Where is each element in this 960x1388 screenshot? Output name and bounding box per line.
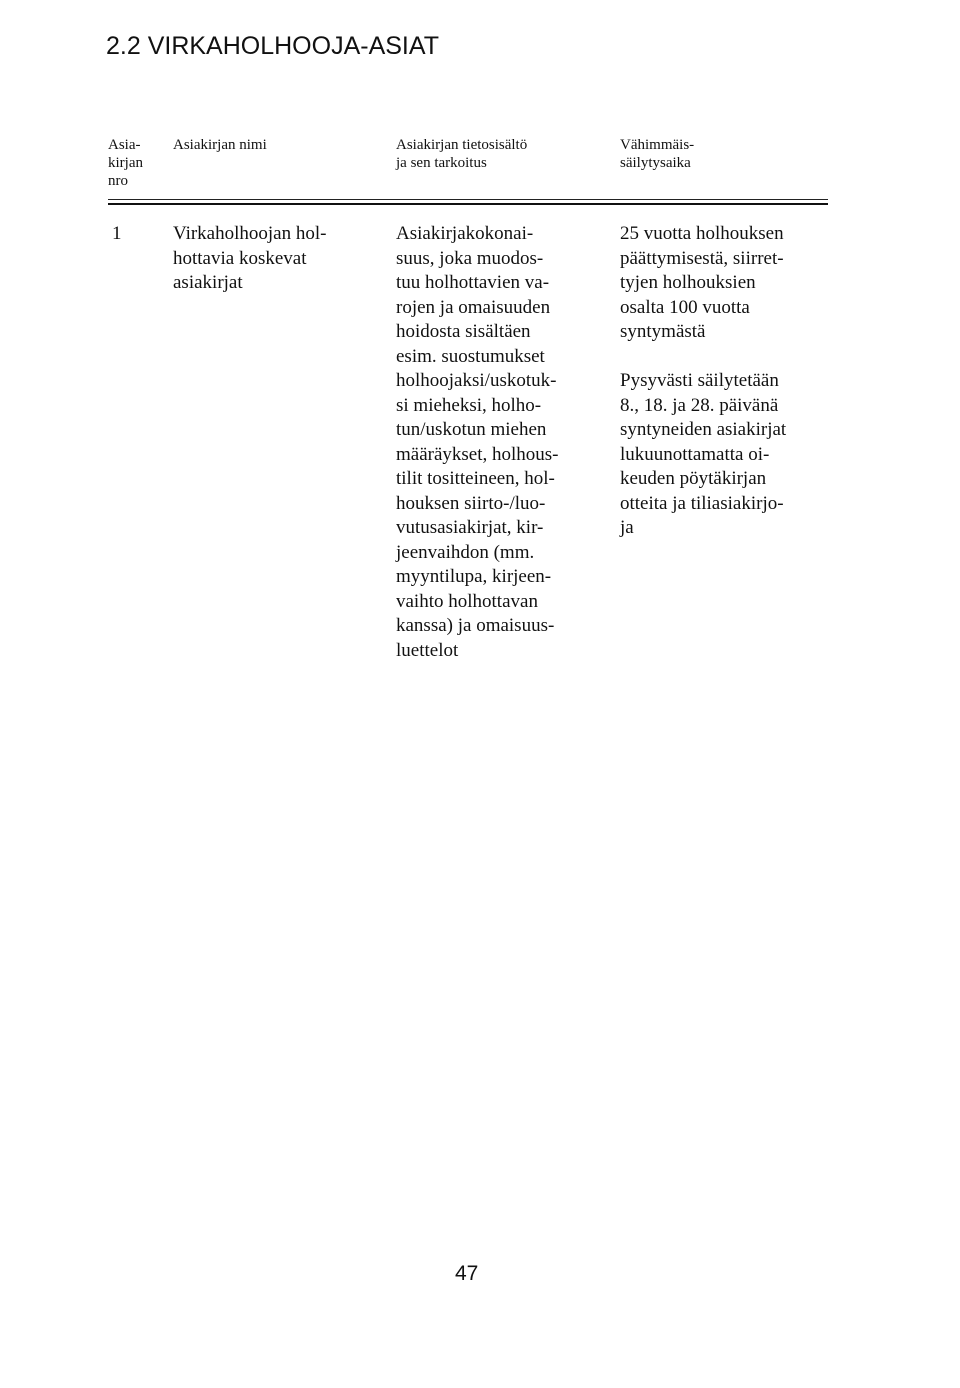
header-divider-thick — [108, 203, 828, 205]
page-number: 47 — [455, 1262, 479, 1285]
row-nro-cell: 1 — [112, 223, 122, 244]
row-name-cell: Virkaholhoojan hol- hottavia koskevat asiakirjat — [173, 223, 327, 293]
row-content-cell: Asiakirjakokonai- suus, joka muodos- tuu holhottavien va- rojen ja omaisuuden hoidosta sisältäen esim. suostumukset holhoojaksi/uskotuk- si mieheksi, holho- tun/uskotun miehen määräykset, holhous- tilit tositteineen, hol- houksen siirto-/luo- vutusasiakirjat, kir- jeenvaihdon (mm. myyntilupa, kirjeen- vaihto holhottavan kanssa) ja omaisuus- luettelot — [396, 223, 559, 661]
table-header-content: Asiakirjan tietosisältö ja sen tarkoitus — [396, 137, 528, 171]
table-header-name: Asiakirjan nimi — [173, 137, 267, 153]
header-divider-thin — [108, 199, 828, 200]
page-heading: 2.2 VIRKAHOLHOOJA-ASIAT — [106, 32, 439, 60]
table-header-retention: Vähimmäis- säilytysaika — [620, 137, 695, 171]
row-retention-cell: 25 vuotta holhouksen päättymisestä, siirret- tyjen holhouksien osalta 100 vuotta syntymästä Pysyvästi säilytetään 8., 18. ja 28. päivänä syntyneiden asiakirjat lukuunottamatta oi- keuden pöytäkirjan otteita ja tiliasiakirjo- ja — [620, 223, 787, 538]
table-header-nro: Asia- kirjan nro — [108, 137, 143, 189]
